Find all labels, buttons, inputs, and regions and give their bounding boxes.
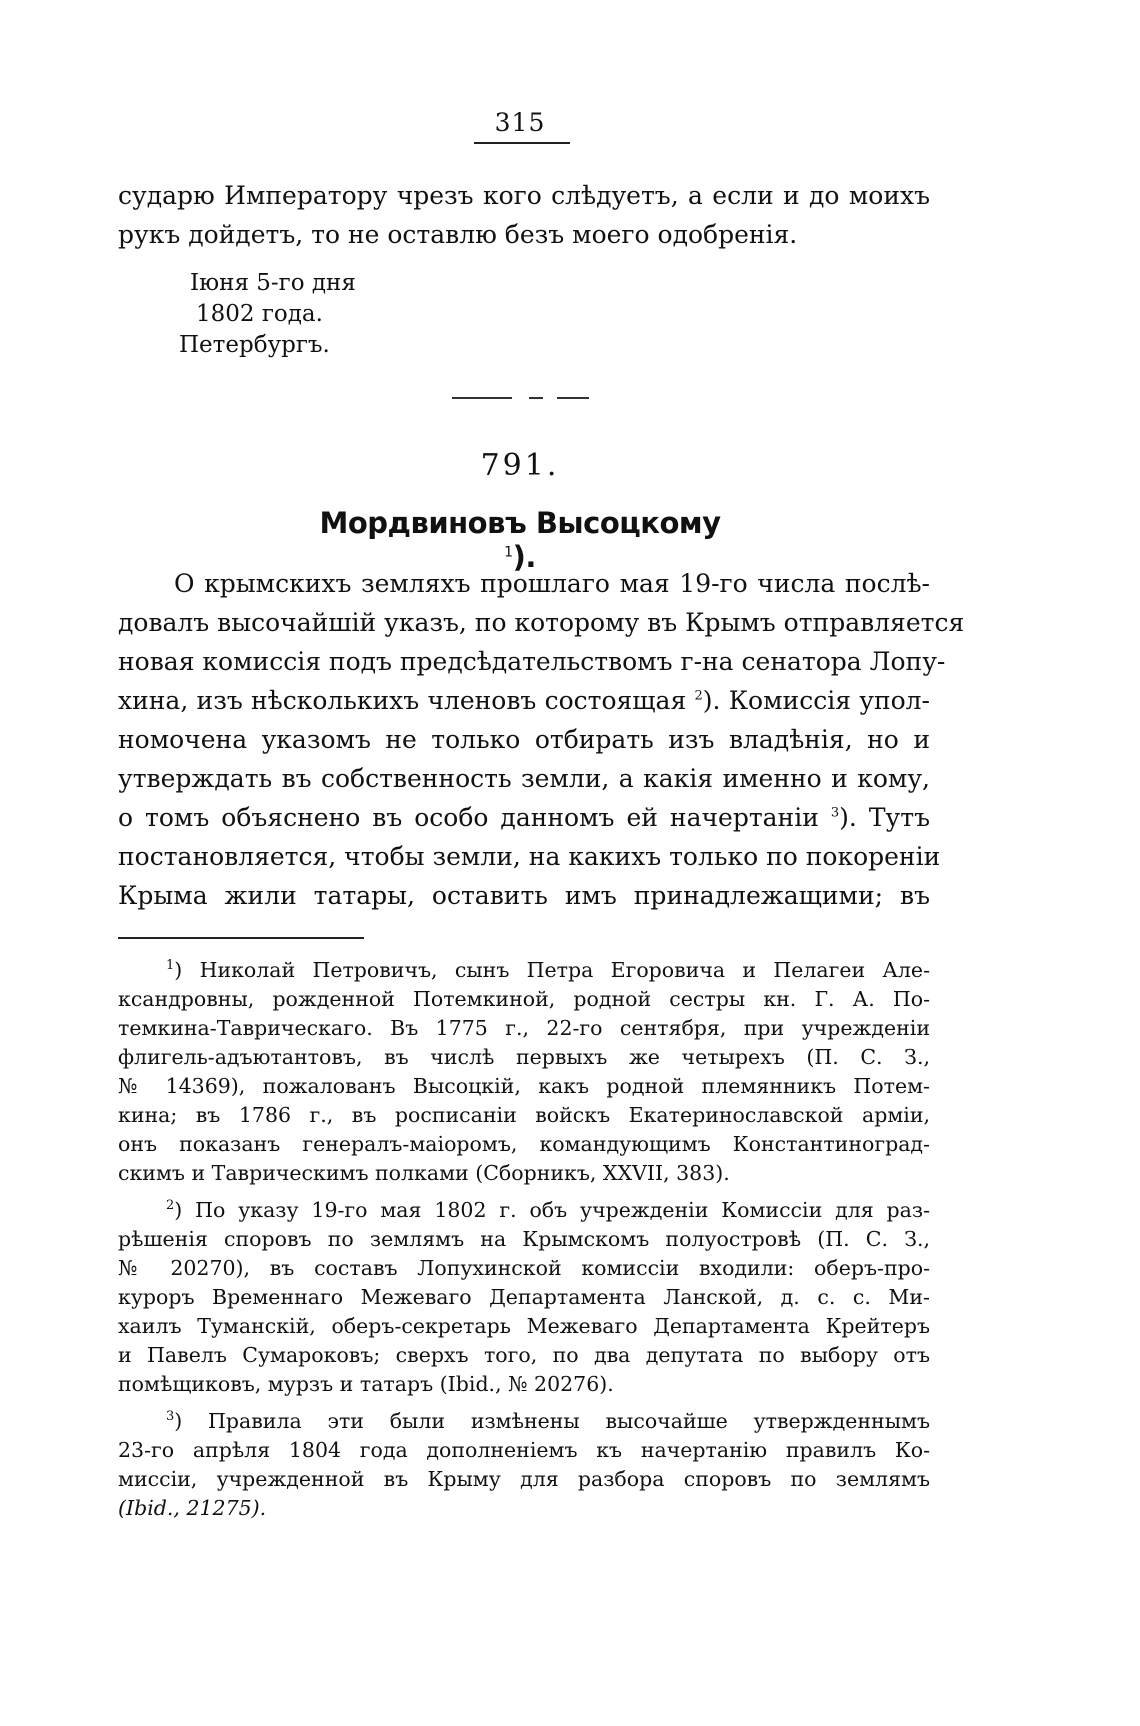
footnote-line: онъ показанъ генералъ-маіоромъ, командующимъ Константиноград-: [118, 1132, 930, 1156]
footnote-line: ксандровны, рожденной Потемкиной, родной сестры кн. Г. А. По-: [118, 987, 930, 1011]
footnote-line: и Павелъ Сумароковъ; сверхъ того, по два депутата по выбору отъ: [118, 1343, 930, 1367]
footnote-ref[interactable]: 3: [830, 805, 840, 821]
text-segment: о томъ объяснено въ особо данномъ ей начертаніи: [118, 803, 831, 832]
text-line: [118, 798, 930, 837]
footnote-1: [118, 956, 930, 1188]
section-divider: [557, 397, 589, 399]
footnote-rule: [118, 937, 364, 939]
footnote-line: куроръ Временнаго Межеваго Департамента Ланской, д. с. с. Ми-: [118, 1285, 930, 1309]
footnote-ref[interactable]: 1: [504, 544, 513, 561]
footnote-marker: 3: [166, 1409, 175, 1425]
footnote-marker: 1: [166, 958, 175, 974]
footnote-line: миссіи, учрежденной въ Крыму для разбора споровъ по землямъ: [118, 1467, 930, 1491]
text-line: довалъ высочайшій указъ, по которому въ Крымъ отправляется: [118, 608, 965, 637]
text-line: номочена указомъ не только отбирать изъ владѣнія, но и: [118, 725, 930, 754]
text-line: новая комиссія подъ предсѣдательствомъ г-на сенатора Лопу-: [118, 647, 946, 676]
dateline-year: 1802 года.: [196, 301, 323, 327]
page-number-rule: [474, 142, 570, 144]
footnote-marker: 2: [166, 1198, 175, 1214]
footnote-line: флигель-адъютантовъ, въ числѣ первыхъ же четырехъ (П. С. З.,: [118, 1045, 930, 1069]
section-divider: [452, 397, 512, 399]
text-line: сударю Императору чрезъ кого слѣдуетъ, а если и до моихъ: [118, 181, 930, 210]
text-segment: Правила эти были измѣнены высочайше утвержденнымъ: [208, 1409, 931, 1433]
section-divider: [529, 397, 543, 399]
footnote-ref[interactable]: 2: [694, 688, 703, 704]
footnote-2: [118, 1196, 930, 1399]
text-segment: хина, изъ нѣсколькихъ членовъ состоящая: [118, 686, 695, 715]
footnote-line: скимъ и Таврическимъ полками (Сборникъ, XXVII, 383).: [118, 1161, 730, 1185]
letter-number: 791.: [480, 448, 560, 483]
footnote-line: хаилъ Туманскій, оберъ-секретарь Межеваго Департамента Крейтеръ: [118, 1314, 930, 1338]
letter-title-text: Мордвиновъ Высоцкому: [319, 506, 721, 540]
dateline: [179, 268, 356, 361]
footnote-line: $^1$) Николай Петровичъ, сынъ Петра Егоровича и Пелагеи Але-: [166, 958, 930, 982]
footnote-line: № 20270), въ составъ Лопухинской комиссіи входили: оберъ-про-: [118, 1256, 930, 1280]
footnote-line: кина; въ 1786 г., въ росписаніи войскъ Екатеринославской арміи,: [118, 1103, 930, 1127]
text-line: [118, 681, 930, 720]
text-line: постановляется, чтобы земли, на какихъ только по покореніи: [118, 842, 941, 871]
letter-title-tail: ).: [512, 540, 536, 574]
dateline-place: Петербургъ.: [179, 332, 330, 358]
footnote-line: (Ibid., 21275).: [118, 1496, 267, 1520]
text-line: О крымскихъ земляхъ прошлаго мая 19-го числа послѣ-: [174, 569, 930, 598]
text-segment: По указу 19-го мая 1802 г. объ учрежденіи Комиссіи для раз-: [195, 1198, 931, 1222]
footnote-line: темкина-Таврическаго. Въ 1775 г., 22-го сентября, при учрежденіи: [118, 1016, 930, 1040]
text-segment: ). Тутъ: [839, 803, 930, 832]
dateline-date: Іюня 5-го дня: [190, 270, 356, 296]
text-line: рукъ дойдетъ, то не оставлю безъ моего одобренія.: [118, 220, 798, 249]
continuation-text: [118, 176, 930, 254]
footnote-line: $^2$) По указу 19-го мая 1802 г. объ учрежденіи Комиссіи для раз-: [166, 1198, 931, 1222]
footnote-line: рѣшенія споровъ по землямъ на Крымскомъ полуостровѣ (П. С. З.,: [118, 1227, 930, 1251]
footnote-line: 23-го апрѣля 1804 года дополненіемъ къ начертанію правилъ Ко-: [118, 1438, 930, 1462]
footnote-line: помѣщиковъ, мурзъ и татаръ (Ibid., № 20276).: [118, 1372, 614, 1396]
footnote-line: № 14369), пожалованъ Высоцкій, какъ родной племянникъ Потем-: [118, 1074, 930, 1098]
footnote-line: $^3$) Правила эти были измѣнены высочайше утвержденнымъ: [166, 1409, 931, 1433]
text-segment: ). Комиссія упол-: [702, 686, 930, 715]
page-number: 315: [494, 108, 546, 137]
text-line: утверждать въ собственность земли, а какія именно и кому,: [118, 764, 930, 793]
text-segment: Николай Петровичъ, сынъ Петра Егоровича и Пелагеи Але-: [199, 958, 930, 982]
text-line: Крыма жили татары, оставить имъ принадлежащими; въ: [118, 881, 930, 910]
letter-body: [118, 564, 965, 915]
footnote-3: [118, 1407, 930, 1523]
footnotes: [118, 956, 930, 1523]
